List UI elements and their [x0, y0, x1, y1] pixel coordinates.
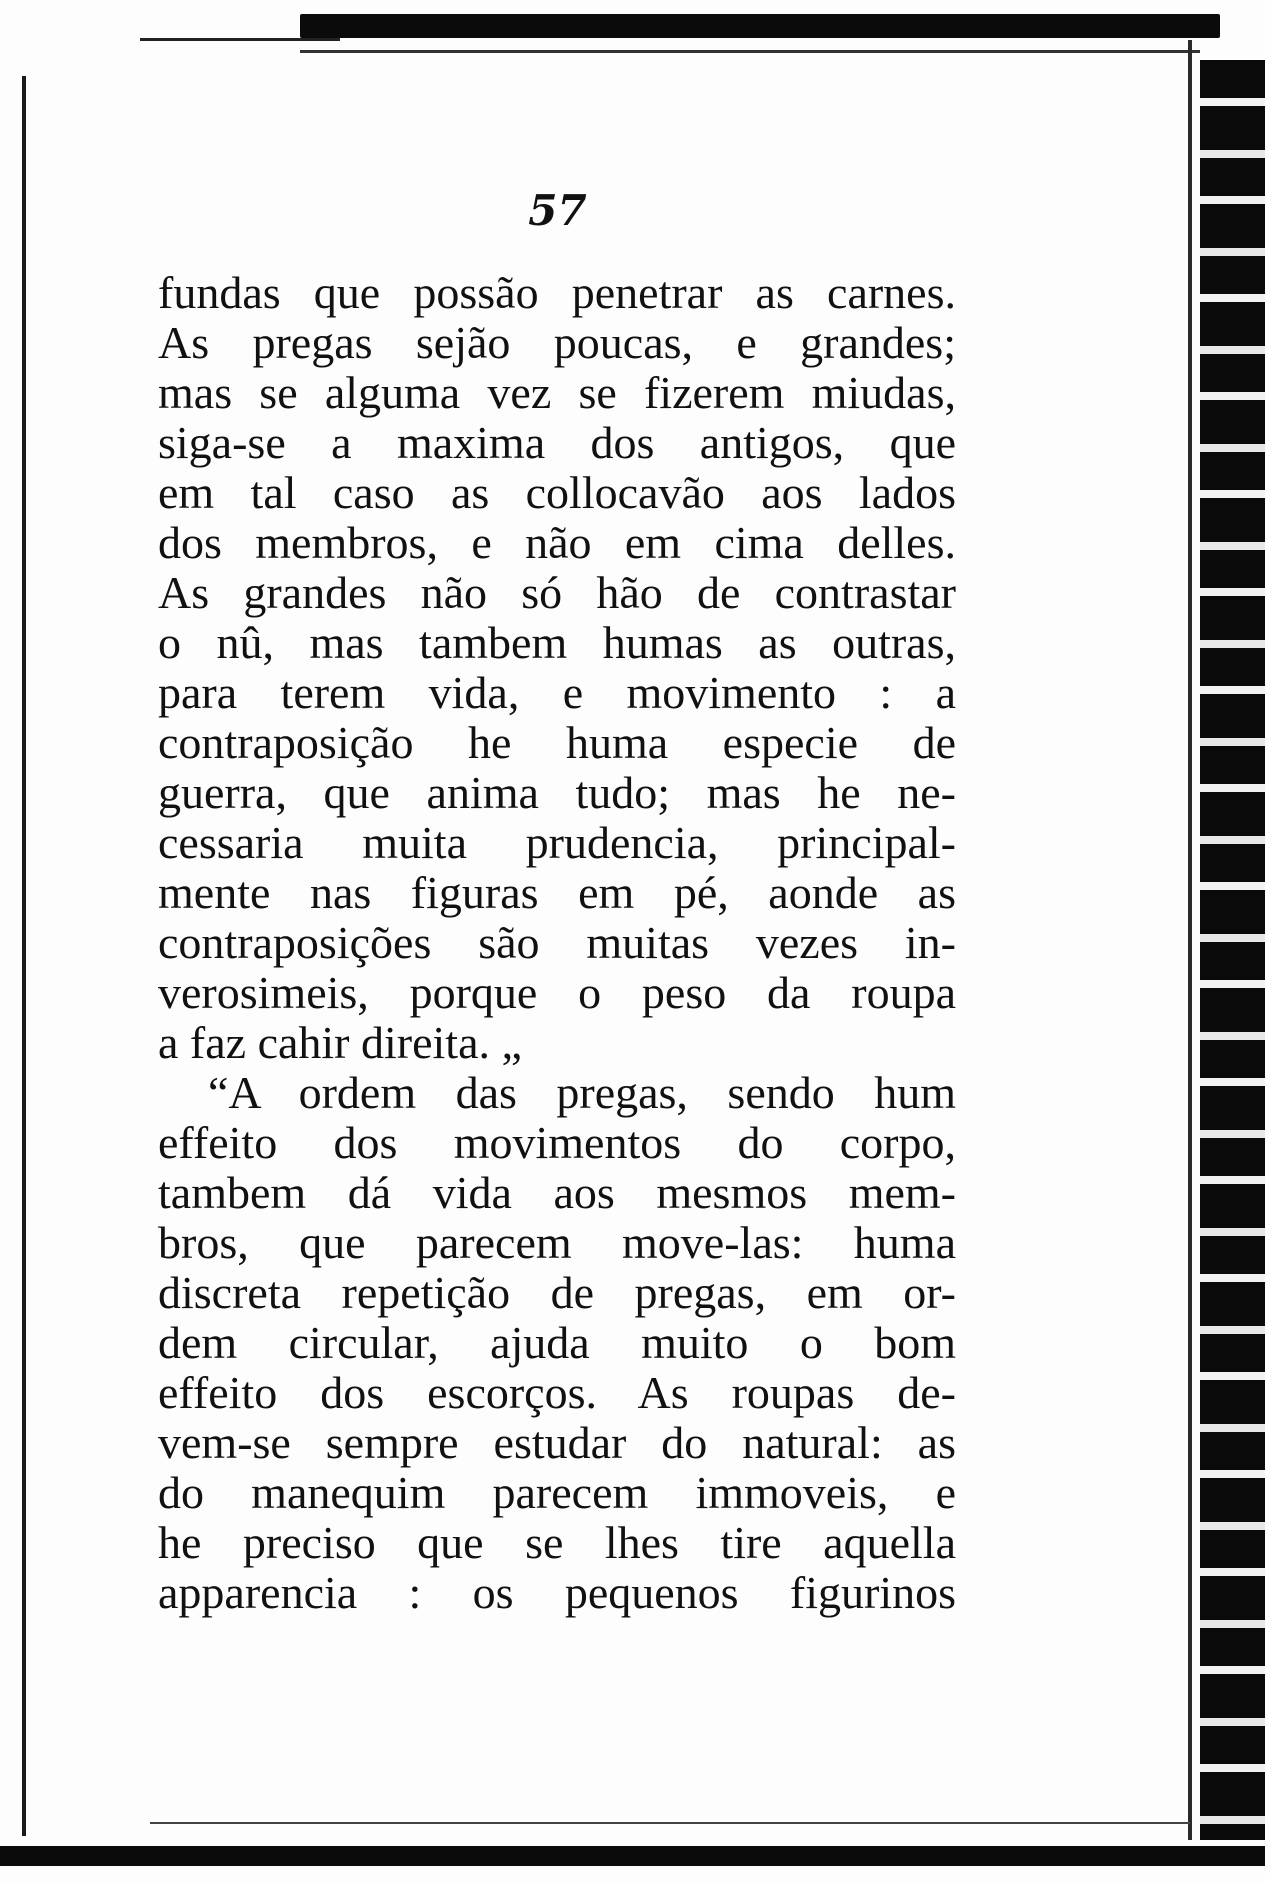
text-line: a faz cahir direita. „ [158, 1018, 522, 1068]
page-number: 57 [528, 186, 587, 235]
text-line: verosimeis, porque o peso da roupa [158, 968, 956, 1018]
text-line: em tal caso as collocavão aos lados [158, 468, 956, 518]
text-line: o nû, mas tambem humas as outras, [158, 618, 956, 668]
scan-top-line [300, 50, 1200, 53]
text-line: dos membros, e não em cima delles. [158, 518, 956, 568]
text-line: “A ordem das pregas, sendo hum [208, 1068, 956, 1118]
scan-bottom-border [0, 1846, 1265, 1866]
text-line: contraposições são muitas vezes in- [158, 918, 956, 968]
scan-left-border [22, 76, 26, 1836]
text-line: fundas que possão penetrar as carnes. [158, 268, 956, 318]
text-line: guerra, que anima tudo; mas he ne- [158, 768, 956, 818]
text-line: As grandes não só hão de contrastar [158, 568, 956, 618]
text-line: apparencia : os pequenos figurinos [158, 1568, 956, 1618]
text-line: As pregas sejão poucas, e grandes; [158, 318, 956, 368]
text-line: siga-se a maxima dos antigos, que [158, 418, 956, 468]
text-line: cessaria muita prudencia, principal- [158, 818, 956, 868]
scan-right-line [1188, 40, 1192, 1840]
text-line: mente nas figuras em pé, aonde as [158, 868, 956, 918]
text-line: effeito dos movimentos do corpo, [158, 1118, 956, 1168]
text-line: bros, que parecem move-las: huma [158, 1218, 956, 1268]
text-line: do manequim parecem immoveis, e [158, 1468, 956, 1518]
text-line: mas se alguma vez se fizerem miudas, [158, 368, 956, 418]
body-text [158, 268, 956, 1618]
scan-right-edge [1200, 60, 1265, 1840]
text-line: vem-se sempre estudar do natural: as [158, 1418, 956, 1468]
text-line: para terem vida, e movimento : a [158, 668, 956, 718]
scan-top-mark [140, 38, 340, 41]
scan-bottom-line [150, 1822, 1190, 1824]
scan-top-border [300, 14, 1220, 38]
text-line: he preciso que se lhes tire aquella [158, 1518, 956, 1568]
text-line: discreta repetição de pregas, em or- [158, 1268, 956, 1318]
text-line: tambem dá vida aos mesmos mem- [158, 1168, 956, 1218]
text-line: effeito dos escorços. As roupas de- [158, 1368, 956, 1418]
text-line: dem circular, ajuda muito o bom [158, 1318, 956, 1368]
text-line: contraposição he huma especie de [158, 718, 956, 768]
